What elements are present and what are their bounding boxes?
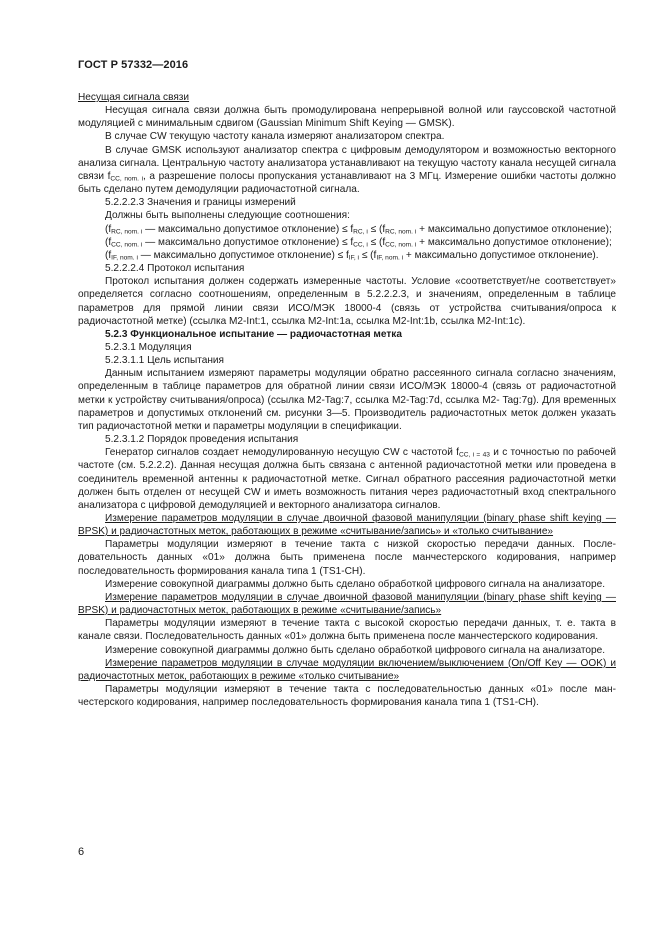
- paragraph-p06: Должны быть выполнены следующие соотношения:: [105, 210, 350, 222]
- paragraph-p11: Протокол испытания должен содержать измеренные частоты. Условие «соответствует/не соответствует» определяется согласно соотношениям, определенным в 5.2.2.2.3, и значениям, определенным в таблице параметров для прямой линии связи ИСО/МЭК 18000-4 (связь от устройства считывания/опроса к радиочастотной метке) (ссылка M2-Int:1, ссылка M2-Int:1a, ссылка M2-Int:1b, ссылка M2-Int:1c).: [78, 276, 616, 327]
- text-run: ≤ (f: [359, 249, 377, 261]
- subscript: CC, i: [353, 241, 368, 249]
- paragraph-p22: Параметры модуляции измеряют в течение такта с высокой скоростью передачи данных, т. е. такта в канале связи. Последовательность данных «01» должна быть применена после манчестерского кодирования.: [78, 618, 616, 643]
- subscript: CC, nom. i: [385, 241, 417, 249]
- text-run: Генератор сигналов создает немодулированную несущую CW с частотой f: [105, 447, 459, 459]
- paragraph-p01: Несущая сигнала связи: [78, 92, 190, 103]
- paragraph-p04: [78, 144, 616, 197]
- text-run: , а разрешение полосы пропускания устанавливают на 3 МГц. Измерение ошибки частоты должно быть сделано путем демодуляции радиочастотной сигнала.: [78, 170, 616, 196]
- text-run: — максимально допустимое отклонение) ≤ f: [142, 223, 354, 235]
- text-run: ≤ (f: [367, 236, 386, 248]
- paragraph-p05: 5.2.2.2.3 Значения и границы измерений: [105, 197, 296, 209]
- subscript: RC, nom. i: [385, 228, 417, 236]
- paragraph-p09: [78, 249, 616, 262]
- paragraph-p12: 5.2.3 Функциональное испытание — радиочастотная метка: [105, 328, 402, 340]
- text-run: + максимально допустимое отклонение).: [403, 249, 599, 261]
- paragraph-p16: 5.2.3.1.2 Порядок проведения испытания: [105, 434, 299, 446]
- text-run: (f: [105, 249, 112, 261]
- subscript: IF, i: [348, 254, 360, 262]
- paragraph-p13: 5.2.3.1 Модуляция: [105, 341, 192, 353]
- paragraph-p08: [78, 236, 616, 249]
- text-run: (f: [105, 223, 112, 235]
- text-run: и с точностью по рабочей частоте (см. 5.2.2.2). Данная несущая должна быть связана с антенной радиочастотной метки или проведена в соединитель временной антенны к радиочастотной метке. Сигнал обратного рассеяния радиочастотной метки должен быть отделен от несущей CW и иметь возможность питания через радиочастотный вход спектрального анализатора с цифровой демодуляцией и векторного анализатора сигналов.: [78, 447, 616, 511]
- paragraph-p10: 5.2.2.2.4 Протокол испытания: [105, 263, 245, 275]
- text-run: + максимально допустимое отклонение);: [416, 236, 612, 248]
- paragraph-p02: Несущая сигнала связи должна быть промодулирована непрерывной волной или гауссовской частотной модуляцией с минимальным сдвигом (Gaussian Minimum Shift Keying — GMSK).: [78, 105, 616, 130]
- paragraph-p15: Данным испытанием измеряют параметры модуляции обратно рассеянного сигнала согласно значениям, определенным в таблице параметров для обратной линии связи ИСО/МЭК 18000-4 (связь от радиочастотной метки к устройству считывания/опроса) (ссылка M2-Tag:7, ссылка M2-Tag:7d, ссылка M2- Tag:7g). Для временных параметров и допустимых отклонений см. рисунки 3—5. Производитель радиочастотных меток должен указать тип радиочастотной метки и параметры модуляции в спецификации.: [78, 368, 616, 432]
- subscript: RC, i: [353, 228, 368, 236]
- paragraph-p21: Измерение параметров модуляции в случае двоичной фазовой манипуляции (binary phase shift keying — BPSK) и радиочастотных меток, работающих в режиме «считывание/запись»: [78, 591, 616, 617]
- paragraph-p19: Параметры модуляции измеряют в течение такта с низкой скоростью передачи данных. Последовательность данных «01» должна быть применена после манчестерского кодирования, например последовательность формирования канала типа 1 (TS1-CH).: [78, 539, 616, 577]
- text-run: — максимально допустимое отклонение) ≤ f: [142, 236, 354, 248]
- subscript: CC, nom. i: [110, 175, 144, 183]
- paragraph-p14: 5.2.3.1.1 Цель испытания: [105, 355, 224, 367]
- page-number: 6: [78, 846, 85, 858]
- paragraph-p24: Измерение параметров модуляции в случае модуляции включением/выключением (On/Off Key — OOK) и радиочастотных меток, работающих в режиме «только считывание»: [78, 657, 616, 682]
- paragraph-p20: Измерение совокупной диаграммы должно быть сделано обработкой цифрового сигнала на анализаторе.: [105, 578, 605, 590]
- subscript: IF, nom. i: [111, 254, 138, 262]
- text-run: + максимально допустимое отклонение);: [416, 223, 612, 235]
- subscript: RC, nom. i: [111, 228, 143, 236]
- document-header: ГОСТ Р 57332—2016: [78, 59, 189, 71]
- paragraph-p18: Измерение параметров модуляции в случае двоичной фазовой манипуляции (binary phase shift keying — BPSK) и радиочастотных меток, работающих в режиме «считывание/запись» и «только считывание»: [78, 513, 616, 538]
- text-run: ≤ (f: [367, 223, 386, 235]
- paragraph-p03: В случае CW текущую частоту канала измеряют анализатором спектра.: [105, 131, 445, 143]
- text-run: (f: [105, 236, 112, 248]
- paragraph-p25: Параметры модуляции измеряют в течение такта с последовательностью данных «01» после манчестерского кодирования, например последовательность формирования канала типа 1 (TS1-CH).: [78, 684, 616, 709]
- text-run: В случае GMSK используют анализатор спектра с цифровым демодулятором и возможностью векторного анализа сигнала. Центральную частоту анализатора устанавливают на текущую частоту канала несущей сигнала связи f: [78, 144, 616, 182]
- document-body: [78, 91, 616, 709]
- paragraph-p07: [78, 223, 616, 236]
- paragraph-p17: [78, 446, 616, 512]
- subscript: CC, i = 43: [458, 451, 490, 459]
- subscript: IF, nom. i: [376, 254, 404, 262]
- subscript: CC, nom. i: [111, 241, 143, 249]
- paragraph-p23: Измерение совокупной диаграммы должно быть сделано обработкой цифрового сигнала на анализаторе.: [105, 644, 605, 656]
- text-run: — максимально допустимое отклонение) ≤ f: [137, 249, 349, 261]
